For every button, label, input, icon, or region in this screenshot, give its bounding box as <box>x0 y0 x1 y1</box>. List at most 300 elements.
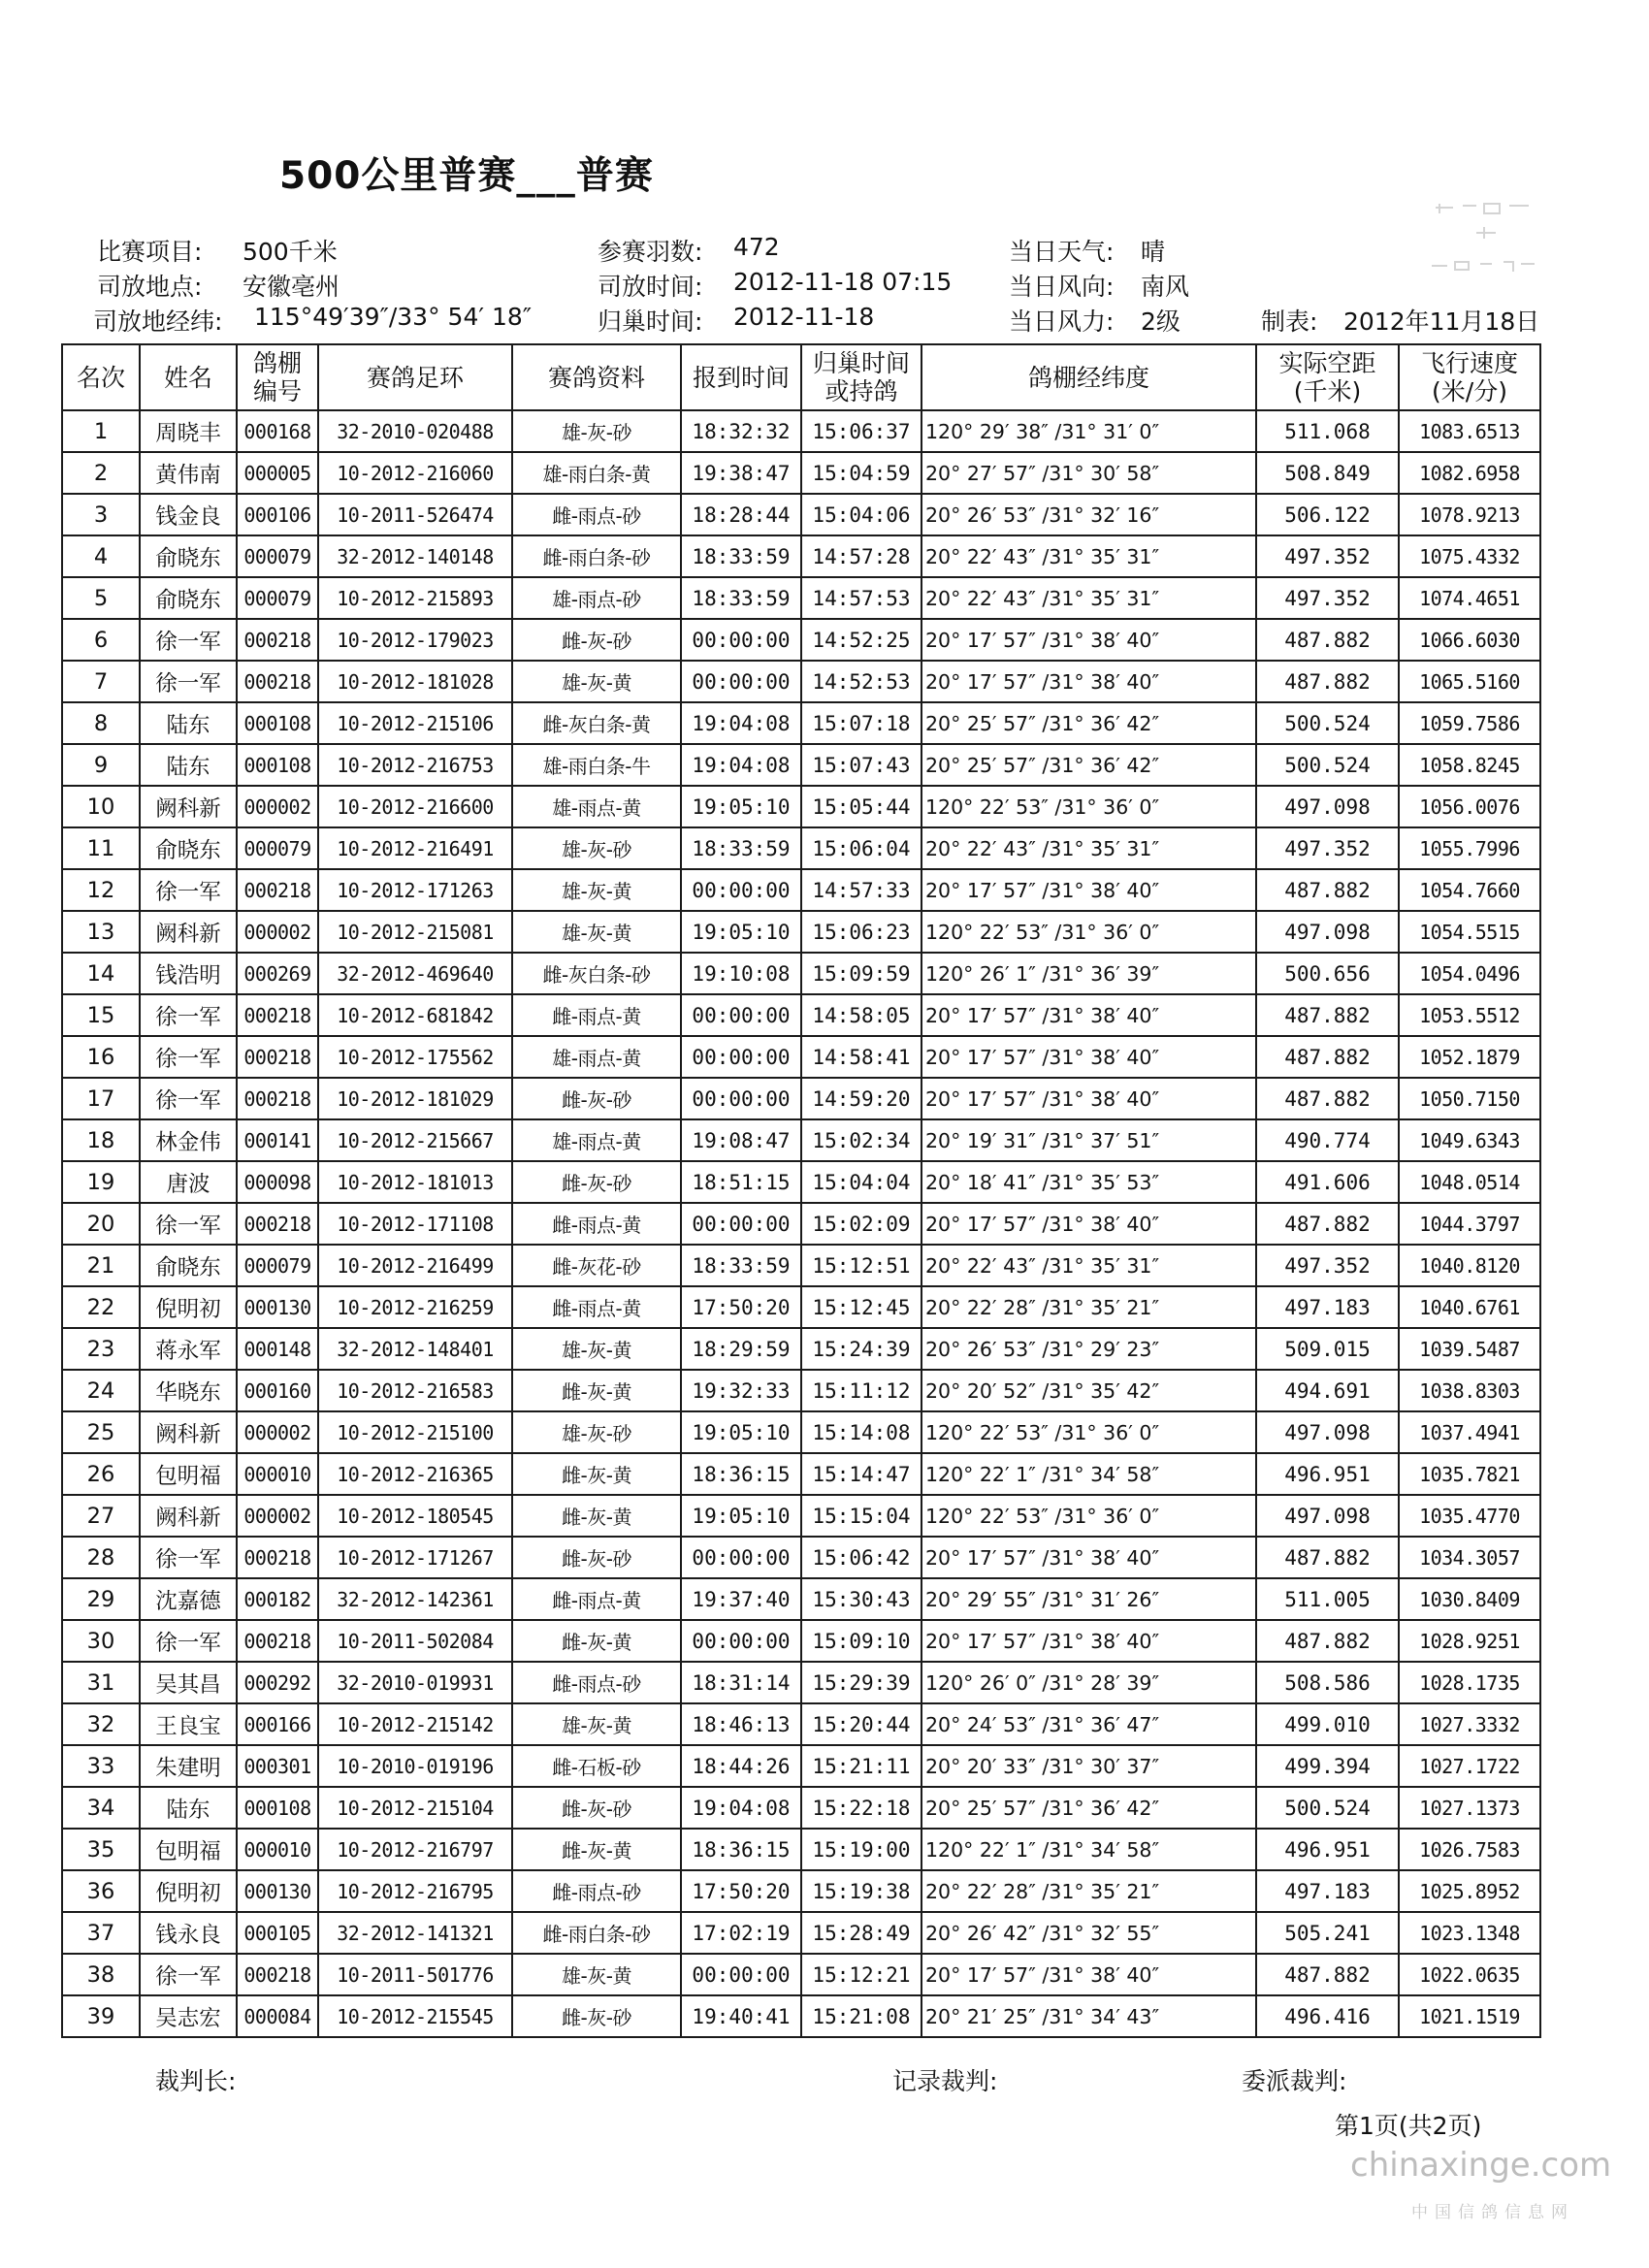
table-row <box>62 1954 1540 1995</box>
cell-rank: 36 <box>62 1870 140 1912</box>
cell-name: 陆东 <box>140 702 237 744</box>
cell-ring: 32-2012-469640 <box>318 953 512 994</box>
cell-ring: 10-2012-175562 <box>318 1036 512 1078</box>
cell-checkin-time: 18:33:59 <box>681 577 801 619</box>
cell-loft-no: 000182 <box>237 1578 318 1620</box>
cell-checkin-time: 19:05:10 <box>681 1495 801 1537</box>
item-label: 比赛项目: <box>97 238 203 266</box>
cell-ring: 10-2010-019196 <box>318 1745 512 1787</box>
cell-pigeon-info: 雄-灰-黄 <box>512 661 681 702</box>
cell-checkin-time: 18:51:15 <box>681 1161 801 1203</box>
cell-pigeon-info: 雌-灰-砂 <box>512 1161 681 1203</box>
cell-return-time: 15:04:04 <box>801 1161 922 1203</box>
cell-loft-coord: 20° 26′ 42″ /31° 32′ 55″ <box>922 1912 1256 1954</box>
cell-speed: 1050.7150 <box>1399 1078 1540 1119</box>
cell-rank: 6 <box>62 619 140 661</box>
cell-name: 徐一军 <box>140 1036 237 1078</box>
cell-checkin-time: 00:00:00 <box>681 661 801 702</box>
cell-speed: 1028.9251 <box>1399 1620 1540 1662</box>
record-judge-label: 记录裁判: <box>892 2067 998 2095</box>
cell-return-time: 14:58:41 <box>801 1036 922 1078</box>
cell-speed: 1083.6513 <box>1399 410 1540 452</box>
cell-speed: 1058.8245 <box>1399 744 1540 786</box>
cell-name: 徐一军 <box>140 869 237 911</box>
cell-checkin-time: 00:00:00 <box>681 619 801 661</box>
cell-speed: 1049.6343 <box>1399 1119 1540 1161</box>
cell-return-time: 15:20:44 <box>801 1703 922 1745</box>
cell-name: 黄伟南 <box>140 452 237 494</box>
table-row <box>62 1912 1540 1954</box>
cell-rank: 32 <box>62 1703 140 1745</box>
cell-distance: 487.882 <box>1256 619 1399 661</box>
cell-speed: 1021.1519 <box>1399 1995 1540 2037</box>
cell-distance: 497.352 <box>1256 577 1399 619</box>
cell-loft-no: 000130 <box>237 1286 318 1328</box>
entries-value: 472 <box>733 233 780 261</box>
cell-checkin-time: 17:02:19 <box>681 1912 801 1954</box>
cell-distance: 496.951 <box>1256 1829 1399 1870</box>
cell-ring: 10-2012-216491 <box>318 827 512 869</box>
cell-pigeon-info: 雌-灰白条-砂 <box>512 953 681 994</box>
table-row <box>62 1078 1540 1119</box>
cell-rank: 14 <box>62 953 140 994</box>
cell-loft-coord: 20° 18′ 41″ /31° 35′ 53″ <box>922 1161 1256 1203</box>
cell-distance: 511.005 <box>1256 1578 1399 1620</box>
cell-checkin-time: 00:00:00 <box>681 1203 801 1245</box>
cell-distance: 497.352 <box>1256 535 1399 577</box>
cell-return-time: 15:09:59 <box>801 953 922 994</box>
cell-speed: 1038.8303 <box>1399 1370 1540 1411</box>
cell-speed: 1048.0514 <box>1399 1161 1540 1203</box>
cell-loft-no: 000292 <box>237 1662 318 1703</box>
cell-checkin-time: 19:38:47 <box>681 452 801 494</box>
table-row <box>62 994 1540 1036</box>
cell-name: 包明福 <box>140 1829 237 1870</box>
cell-ring: 10-2012-215893 <box>318 577 512 619</box>
wind-force-label: 当日风力: <box>1009 308 1115 336</box>
release-place-value: 安徽亳州 <box>242 273 340 301</box>
cell-ring: 10-2012-215667 <box>318 1119 512 1161</box>
release-coord-value: 115°49′39″/33° 54′ 18″ <box>254 303 533 331</box>
cell-distance: 490.774 <box>1256 1119 1399 1161</box>
cell-speed: 1055.7996 <box>1399 827 1540 869</box>
cell-distance: 497.098 <box>1256 1411 1399 1453</box>
table-row <box>62 1620 1540 1662</box>
page-title: 500公里普赛___普赛 <box>279 154 654 198</box>
table-row <box>62 1662 1540 1703</box>
cell-loft-no: 000166 <box>237 1703 318 1745</box>
cell-distance: 497.352 <box>1256 1245 1399 1286</box>
cell-loft-no: 000218 <box>237 1036 318 1078</box>
table-row <box>62 535 1540 577</box>
cell-pigeon-info: 雌-雨白条-砂 <box>512 535 681 577</box>
table-row <box>62 661 1540 702</box>
cell-ring: 10-2012-181013 <box>318 1161 512 1203</box>
cell-loft-no: 000005 <box>237 452 318 494</box>
chief-judge-label: 裁判长: <box>155 2067 237 2095</box>
cell-name: 包明福 <box>140 1453 237 1495</box>
cell-rank: 11 <box>62 827 140 869</box>
cell-name: 周晓丰 <box>140 410 237 452</box>
cell-distance: 496.951 <box>1256 1453 1399 1495</box>
cell-checkin-time: 19:05:10 <box>681 911 801 953</box>
cell-name: 徐一军 <box>140 619 237 661</box>
cell-rank: 5 <box>62 577 140 619</box>
cell-return-time: 15:19:38 <box>801 1870 922 1912</box>
cell-loft-coord: 120° 22′ 53″ /31° 36′ 0″ <box>922 786 1256 827</box>
cell-checkin-time: 19:10:08 <box>681 953 801 994</box>
cell-speed: 1066.6030 <box>1399 619 1540 661</box>
table-row <box>62 494 1540 535</box>
cell-checkin-time: 00:00:00 <box>681 1954 801 1995</box>
cell-ring: 10-2011-501776 <box>318 1954 512 1995</box>
table-row <box>62 1245 1540 1286</box>
cell-speed: 1040.6761 <box>1399 1286 1540 1328</box>
cell-return-time: 15:29:39 <box>801 1662 922 1703</box>
cell-pigeon-info: 雄-雨点-黄 <box>512 1036 681 1078</box>
cell-loft-coord: 20° 17′ 57″ /31° 38′ 40″ <box>922 1954 1256 1995</box>
cell-pigeon-info: 雌-灰-黄 <box>512 1620 681 1662</box>
col-header-name: 姓名 <box>140 344 237 410</box>
cell-rank: 1 <box>62 410 140 452</box>
cell-pigeon-info: 雌-灰-砂 <box>512 1078 681 1119</box>
cell-speed: 1027.3332 <box>1399 1703 1540 1745</box>
cell-distance: 487.882 <box>1256 1036 1399 1078</box>
cell-rank: 29 <box>62 1578 140 1620</box>
cell-rank: 21 <box>62 1245 140 1286</box>
wind-force-value: 2级 <box>1141 308 1180 336</box>
cell-loft-no: 000218 <box>237 1537 318 1578</box>
cell-ring: 10-2012-181028 <box>318 661 512 702</box>
col-header-distance: 实际空距 (千米) <box>1256 344 1399 410</box>
cell-ring: 32-2010-019931 <box>318 1662 512 1703</box>
cell-checkin-time: 18:46:13 <box>681 1703 801 1745</box>
table-row <box>62 619 1540 661</box>
cell-return-time: 15:11:12 <box>801 1370 922 1411</box>
results-table <box>61 343 1541 2038</box>
cell-checkin-time: 17:50:20 <box>681 1286 801 1328</box>
cell-ring: 10-2012-216499 <box>318 1245 512 1286</box>
cell-return-time: 15:30:43 <box>801 1578 922 1620</box>
cell-loft-no: 000301 <box>237 1745 318 1787</box>
cell-loft-coord: 20° 26′ 53″ /31° 32′ 16″ <box>922 494 1256 535</box>
cell-loft-no: 000160 <box>237 1370 318 1411</box>
cell-pigeon-info: 雌-雨点-黄 <box>512 1286 681 1328</box>
cell-loft-no: 000079 <box>237 535 318 577</box>
table-header-row <box>62 344 1540 410</box>
cell-rank: 2 <box>62 452 140 494</box>
cell-rank: 16 <box>62 1036 140 1078</box>
cell-return-time: 15:06:04 <box>801 827 922 869</box>
cell-loft-coord: 120° 22′ 53″ /31° 36′ 0″ <box>922 911 1256 953</box>
cell-pigeon-info: 雄-灰-砂 <box>512 410 681 452</box>
col-header-pigeon-info: 赛鸽资料 <box>512 344 681 410</box>
page-indicator: 第1页(共2页) <box>1335 2112 1482 2140</box>
cell-rank: 31 <box>62 1662 140 1703</box>
cell-pigeon-info: 雌-灰白条-黄 <box>512 702 681 744</box>
cell-checkin-time: 19:08:47 <box>681 1119 801 1161</box>
cell-loft-coord: 20° 17′ 57″ /31° 38′ 40″ <box>922 661 1256 702</box>
table-row <box>62 1161 1540 1203</box>
table-row <box>62 1370 1540 1411</box>
cell-distance: 500.524 <box>1256 1787 1399 1829</box>
cell-name: 吴志宏 <box>140 1995 237 2037</box>
cell-name: 徐一军 <box>140 661 237 702</box>
cell-speed: 1054.0496 <box>1399 953 1540 994</box>
cell-loft-coord: 20° 25′ 57″ /31° 36′ 42″ <box>922 744 1256 786</box>
cell-pigeon-info: 雌-雨白条-砂 <box>512 1912 681 1954</box>
cell-return-time: 15:28:49 <box>801 1912 922 1954</box>
cell-return-time: 15:12:51 <box>801 1245 922 1286</box>
cell-return-time: 15:21:11 <box>801 1745 922 1787</box>
cell-ring: 10-2012-216795 <box>318 1870 512 1912</box>
cell-checkin-time: 18:44:26 <box>681 1745 801 1787</box>
cell-loft-no: 000218 <box>237 661 318 702</box>
cell-loft-no: 000218 <box>237 994 318 1036</box>
cell-rank: 15 <box>62 994 140 1036</box>
assigned-judge-label: 委派裁判: <box>1242 2067 1347 2095</box>
cell-speed: 1023.1348 <box>1399 1912 1540 1954</box>
cell-pigeon-info: 雌-雨点-砂 <box>512 1870 681 1912</box>
cell-pigeon-info: 雄-灰-黄 <box>512 1703 681 1745</box>
cell-name: 徐一军 <box>140 994 237 1036</box>
wind-dir-value: 南风 <box>1141 273 1190 301</box>
cell-loft-no: 000269 <box>237 953 318 994</box>
cell-rank: 12 <box>62 869 140 911</box>
cell-return-time: 15:12:21 <box>801 1954 922 1995</box>
cell-name: 林金伟 <box>140 1119 237 1161</box>
table-row <box>62 1745 1540 1787</box>
cell-ring: 10-2012-215106 <box>318 702 512 744</box>
cell-speed: 1065.5160 <box>1399 661 1540 702</box>
cell-pigeon-info: 雌-灰-黄 <box>512 1453 681 1495</box>
cell-loft-no: 000218 <box>237 869 318 911</box>
cell-speed: 1027.1722 <box>1399 1745 1540 1787</box>
cell-pigeon-info: 雄-灰-黄 <box>512 869 681 911</box>
made-value: 2012年11月18日 <box>1343 308 1540 336</box>
cell-checkin-time: 18:33:59 <box>681 1245 801 1286</box>
cell-loft-coord: 20° 22′ 43″ /31° 35′ 31″ <box>922 1245 1256 1286</box>
col-header-loft-coord: 鸽棚经纬度 <box>922 344 1256 410</box>
cell-checkin-time: 19:04:08 <box>681 744 801 786</box>
release-coord-label: 司放地经纬: <box>93 308 223 336</box>
cell-distance: 487.882 <box>1256 1537 1399 1578</box>
cell-speed: 1040.8120 <box>1399 1245 1540 1286</box>
cell-loft-coord: 20° 22′ 43″ /31° 35′ 31″ <box>922 827 1256 869</box>
cell-distance: 491.606 <box>1256 1161 1399 1203</box>
cell-speed: 1035.7821 <box>1399 1453 1540 1495</box>
cell-checkin-time: 17:50:20 <box>681 1870 801 1912</box>
cell-ring: 32-2012-141321 <box>318 1912 512 1954</box>
cell-loft-coord: 120° 26′ 1″ /31° 36′ 39″ <box>922 953 1256 994</box>
cell-rank: 39 <box>62 1995 140 2037</box>
cell-rank: 7 <box>62 661 140 702</box>
cell-loft-no: 000218 <box>237 1954 318 1995</box>
cell-loft-no: 000105 <box>237 1912 318 1954</box>
cell-loft-no: 000106 <box>237 494 318 535</box>
cell-pigeon-info: 雌-灰-砂 <box>512 619 681 661</box>
cell-distance: 487.882 <box>1256 1078 1399 1119</box>
table-row <box>62 1203 1540 1245</box>
table-row <box>62 1578 1540 1620</box>
cell-loft-no: 000084 <box>237 1995 318 2037</box>
cell-checkin-time: 19:05:10 <box>681 1411 801 1453</box>
cell-distance: 497.098 <box>1256 1495 1399 1537</box>
cell-loft-coord: 20° 17′ 57″ /31° 38′ 40″ <box>922 869 1256 911</box>
cell-loft-coord: 20° 25′ 57″ /31° 36′ 42″ <box>922 1787 1256 1829</box>
item-value: 500千米 <box>242 238 338 266</box>
cell-speed: 1074.4651 <box>1399 577 1540 619</box>
cell-loft-coord: 120° 22′ 53″ /31° 36′ 0″ <box>922 1495 1256 1537</box>
cell-speed: 1027.1373 <box>1399 1787 1540 1829</box>
cell-name: 沈嘉德 <box>140 1578 237 1620</box>
cell-loft-coord: 20° 22′ 43″ /31° 35′ 31″ <box>922 535 1256 577</box>
cell-pigeon-info: 雄-灰-砂 <box>512 827 681 869</box>
cell-loft-no: 000079 <box>237 1245 318 1286</box>
cell-name: 倪明初 <box>140 1286 237 1328</box>
wind-dir-label: 当日风向: <box>1009 273 1115 301</box>
cell-rank: 19 <box>62 1161 140 1203</box>
cell-pigeon-info: 雄-灰-砂 <box>512 1411 681 1453</box>
cell-rank: 3 <box>62 494 140 535</box>
entries-label: 参赛羽数: <box>598 238 703 266</box>
cell-rank: 25 <box>62 1411 140 1453</box>
cell-ring: 32-2012-140148 <box>318 535 512 577</box>
cell-loft-no: 000218 <box>237 1078 318 1119</box>
return-time-value: 2012-11-18 <box>733 303 875 331</box>
cell-pigeon-info: 雌-灰-黄 <box>512 1495 681 1537</box>
cell-checkin-time: 18:29:59 <box>681 1328 801 1370</box>
faded-stamp-mark <box>1426 194 1542 281</box>
cell-loft-coord: 20° 21′ 25″ /31° 34′ 43″ <box>922 1995 1256 2037</box>
cell-speed: 1053.5512 <box>1399 994 1540 1036</box>
cell-speed: 1056.0076 <box>1399 786 1540 827</box>
cell-loft-no: 000002 <box>237 786 318 827</box>
cell-loft-coord: 20° 24′ 53″ /31° 36′ 47″ <box>922 1703 1256 1745</box>
cell-distance: 497.183 <box>1256 1286 1399 1328</box>
cell-ring: 10-2012-171108 <box>318 1203 512 1245</box>
cell-name: 蒋永军 <box>140 1328 237 1370</box>
cell-distance: 487.882 <box>1256 1954 1399 1995</box>
cell-loft-coord: 20° 27′ 57″ /31° 30′ 58″ <box>922 452 1256 494</box>
cell-speed: 1054.7660 <box>1399 869 1540 911</box>
cell-ring: 10-2012-171263 <box>318 869 512 911</box>
cell-rank: 4 <box>62 535 140 577</box>
table-row <box>62 1995 1540 2037</box>
cell-loft-coord: 120° 22′ 53″ /31° 36′ 0″ <box>922 1411 1256 1453</box>
cell-checkin-time: 00:00:00 <box>681 1078 801 1119</box>
cell-return-time: 15:02:34 <box>801 1119 922 1161</box>
cell-loft-no: 000010 <box>237 1453 318 1495</box>
cell-checkin-time: 18:36:15 <box>681 1829 801 1870</box>
cell-ring: 10-2012-216797 <box>318 1829 512 1870</box>
cell-pigeon-info: 雌-雨点-黄 <box>512 1203 681 1245</box>
cell-pigeon-info: 雌-灰-黄 <box>512 1829 681 1870</box>
cell-distance: 497.098 <box>1256 911 1399 953</box>
cell-speed: 1075.4332 <box>1399 535 1540 577</box>
cell-loft-no: 000010 <box>237 1829 318 1870</box>
cell-return-time: 15:06:37 <box>801 410 922 452</box>
cell-rank: 20 <box>62 1203 140 1245</box>
cell-speed: 1039.5487 <box>1399 1328 1540 1370</box>
cell-ring: 10-2012-216753 <box>318 744 512 786</box>
cell-loft-coord: 20° 17′ 57″ /31° 38′ 40″ <box>922 1537 1256 1578</box>
table-row <box>62 911 1540 953</box>
cell-distance: 496.416 <box>1256 1995 1399 2037</box>
cell-speed: 1025.8952 <box>1399 1870 1540 1912</box>
cell-loft-no: 000218 <box>237 619 318 661</box>
cell-pigeon-info: 雄-灰-黄 <box>512 1954 681 1995</box>
cell-return-time: 15:19:00 <box>801 1829 922 1870</box>
table-row <box>62 702 1540 744</box>
cell-name: 钱浩明 <box>140 953 237 994</box>
cell-return-time: 15:24:39 <box>801 1328 922 1370</box>
cell-checkin-time: 19:04:08 <box>681 702 801 744</box>
cell-ring: 10-2012-181029 <box>318 1078 512 1119</box>
cell-return-time: 15:22:18 <box>801 1787 922 1829</box>
cell-ring: 10-2012-216583 <box>318 1370 512 1411</box>
cell-rank: 38 <box>62 1954 140 1995</box>
table-row <box>62 1411 1540 1453</box>
cell-pigeon-info: 雌-雨点-砂 <box>512 1662 681 1703</box>
cell-rank: 35 <box>62 1829 140 1870</box>
cell-loft-coord: 20° 22′ 43″ /31° 35′ 31″ <box>922 577 1256 619</box>
cell-ring: 32-2010-020488 <box>318 410 512 452</box>
cell-rank: 26 <box>62 1453 140 1495</box>
table-row <box>62 1870 1540 1912</box>
cell-speed: 1082.6958 <box>1399 452 1540 494</box>
cell-return-time: 15:07:18 <box>801 702 922 744</box>
cell-rank: 33 <box>62 1745 140 1787</box>
cell-name: 钱金良 <box>140 494 237 535</box>
cell-loft-no: 000148 <box>237 1328 318 1370</box>
cell-distance: 487.882 <box>1256 994 1399 1036</box>
cell-rank: 24 <box>62 1370 140 1411</box>
cell-checkin-time: 18:33:59 <box>681 827 801 869</box>
cell-return-time: 14:57:28 <box>801 535 922 577</box>
cell-name: 俞晓东 <box>140 827 237 869</box>
table-row <box>62 452 1540 494</box>
cell-distance: 487.882 <box>1256 661 1399 702</box>
cell-distance: 509.015 <box>1256 1328 1399 1370</box>
cell-pigeon-info: 雄-雨点-砂 <box>512 577 681 619</box>
cell-pigeon-info: 雌-灰花-砂 <box>512 1245 681 1286</box>
cell-return-time: 14:52:25 <box>801 619 922 661</box>
cell-return-time: 15:14:08 <box>801 1411 922 1453</box>
cell-distance: 500.524 <box>1256 702 1399 744</box>
cell-rank: 34 <box>62 1787 140 1829</box>
cell-name: 陆东 <box>140 1787 237 1829</box>
cell-ring: 10-2012-216365 <box>318 1453 512 1495</box>
release-time-label: 司放时间: <box>598 273 703 301</box>
cell-speed: 1054.5515 <box>1399 911 1540 953</box>
cell-checkin-time: 18:36:15 <box>681 1453 801 1495</box>
cell-speed: 1037.4941 <box>1399 1411 1540 1453</box>
cell-pigeon-info: 雌-灰-砂 <box>512 1995 681 2037</box>
cell-speed: 1028.1735 <box>1399 1662 1540 1703</box>
table-row <box>62 1036 1540 1078</box>
cell-loft-coord: 20° 17′ 57″ /31° 38′ 40″ <box>922 994 1256 1036</box>
cell-return-time: 15:06:42 <box>801 1537 922 1578</box>
cell-name: 朱建明 <box>140 1745 237 1787</box>
cell-checkin-time: 18:33:59 <box>681 535 801 577</box>
cell-speed: 1034.3057 <box>1399 1537 1540 1578</box>
cell-name: 钱永良 <box>140 1912 237 1954</box>
cell-checkin-time: 19:05:10 <box>681 786 801 827</box>
cell-ring: 10-2012-215081 <box>318 911 512 953</box>
cell-loft-coord: 20° 20′ 33″ /31° 30′ 37″ <box>922 1745 1256 1787</box>
cell-name: 俞晓东 <box>140 1245 237 1286</box>
